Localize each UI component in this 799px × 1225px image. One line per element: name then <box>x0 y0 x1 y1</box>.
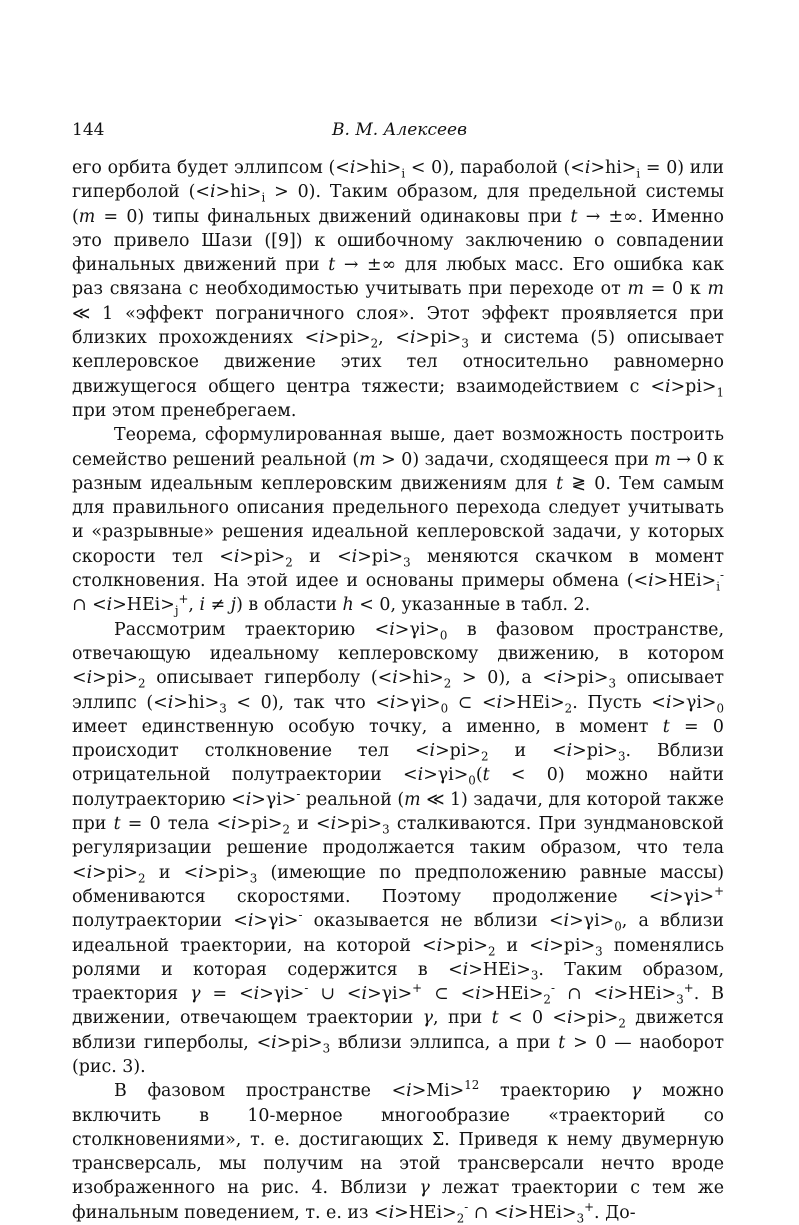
running-head <box>72 120 727 144</box>
paragraph: В фазовом пространстве <i>Mi>$^{12}$ траекторию γ можно включить в 10-мерное многообразие «траекторий со столкновениями», т. е. достигающих Σ. Приведя к нему двумерную трансверсаль, мы получим на этой трансверсали нечто вроде изображенного на рис. 4. Вблизи γ лежат траектории с тем же финальным поведением, т. е. из $<i>HEi>_2^-$ ∩ $<i>HEi>_3^+$. До- <box>72 1078 724 1225</box>
body-text <box>72 156 724 1225</box>
paragraph: Рассмотрим траекторию $<i>\gamma i>_0$ в фазовом пространстве, отвечающую идеальному кеплеровскому движению, в котором $<i>pi>_2$ описывает гиперболу $(<i>hi>_2 > 0)$, $а <i>pi>_3$ описывает эллипс $(<i>hi>_3 < 0)$, так что $<i>\gamma i>_0$ ⊂ $<i>HEi>_2$. Пусть $<i>\gamma i>_0$ имеет единственную особую точку, а именно, в момент t = 0 происходит столкновение тел $<i>pi>_2$ $и <i>pi>_3$. Вблизи отрицательной полутраектории $<i>\gamma i>_0(t < 0)$ можно найти полутраекторию <i>γi>- реальной (m ≪ 1) задачи, для которой также при t = 0 тела $<i>pi>_2$ $и <i>pi>_3$ сталкиваются. При зундмановской регуляризации решение продолжается таким образом, что тела $<i>pi>_2$ $и <i>pi>_3$ (имеющие по предположению равные массы) обмениваются скоростями. Поэтому продолжение <i>γi>+ полутраектории <i>γi>- оказывается не вблизи $<i>\gamma i>_0$, а вблизи идеальной траектории, на которой $<i>pi>_2$ $и <i>pi>_3$ поменялись ролями и которая содержится $в <i>HEi>_3$. Таким образом, траектория γ = <i>γi>- ∪ <i>γi>+ ⊂ $<i>HEi>_2^-$ ∩ $<i>HEi>_3^+$. В движении, отвечающем траектории γ, при $t < 0 <i>pi>_2$ движется вблизи гиперболы, $<i>pi>_3$ вблизи эллипса, а при t > 0 — наоборот (рис. 3). <box>72 619 725 1077</box>
running-author: В. М. Алексеев <box>332 120 467 140</box>
page-number: 144 <box>72 120 105 140</box>
paragraph: его орбита будет эллипсом $(<i>hi>_i < 0)$, параболой $(<i>hi>_i = 0)$ или гиперболой $(<i>hi>_i > 0)$. Таким образом, для предельной системы (m = 0) типы финальных движений одинаковы при t → ±∞. Именно это привело Шази ([9]) к ошибочному заключению о совпадении финальных движений при t → ±∞ для любых масс. Его ошибка как раз связана с необходимостью учитывать при переходе от m = 0 к m ≪ 1 «эффект пограничного слоя». Этот эффект проявляется при близких прохождениях $<i>pi>_2$, $<i>pi>_3$ и система (5) описывает кеплеровское движение этих тел относительно равномерно движущегося общего центра тяжести; взаимодействием $с <i>pi>_1$ при этом пренебрегаем. <box>72 158 725 421</box>
paragraph: Теорема, сформулированная выше, дает возможность построить семейство решений реальной (m > 0) задачи, сходящееся при m → 0 к разным идеальным кеплеровским движениям для t ≷ 0. Тем самым для правильного описания предельного перехода следует учитывать и «разрывные» решения идеальной кеплеровской задачи, у которых скорости тел $<i>pi>_2$ $и <i>pi>_3$ меняются скачком в момент столкновения. На этой идее и основаны примеры обмена ($<i>HEi>_i^-$ ∩ $<i>HEi>_j^+$, i ≠ j) в области h < 0, указанные в табл. 2. <box>72 425 725 618</box>
